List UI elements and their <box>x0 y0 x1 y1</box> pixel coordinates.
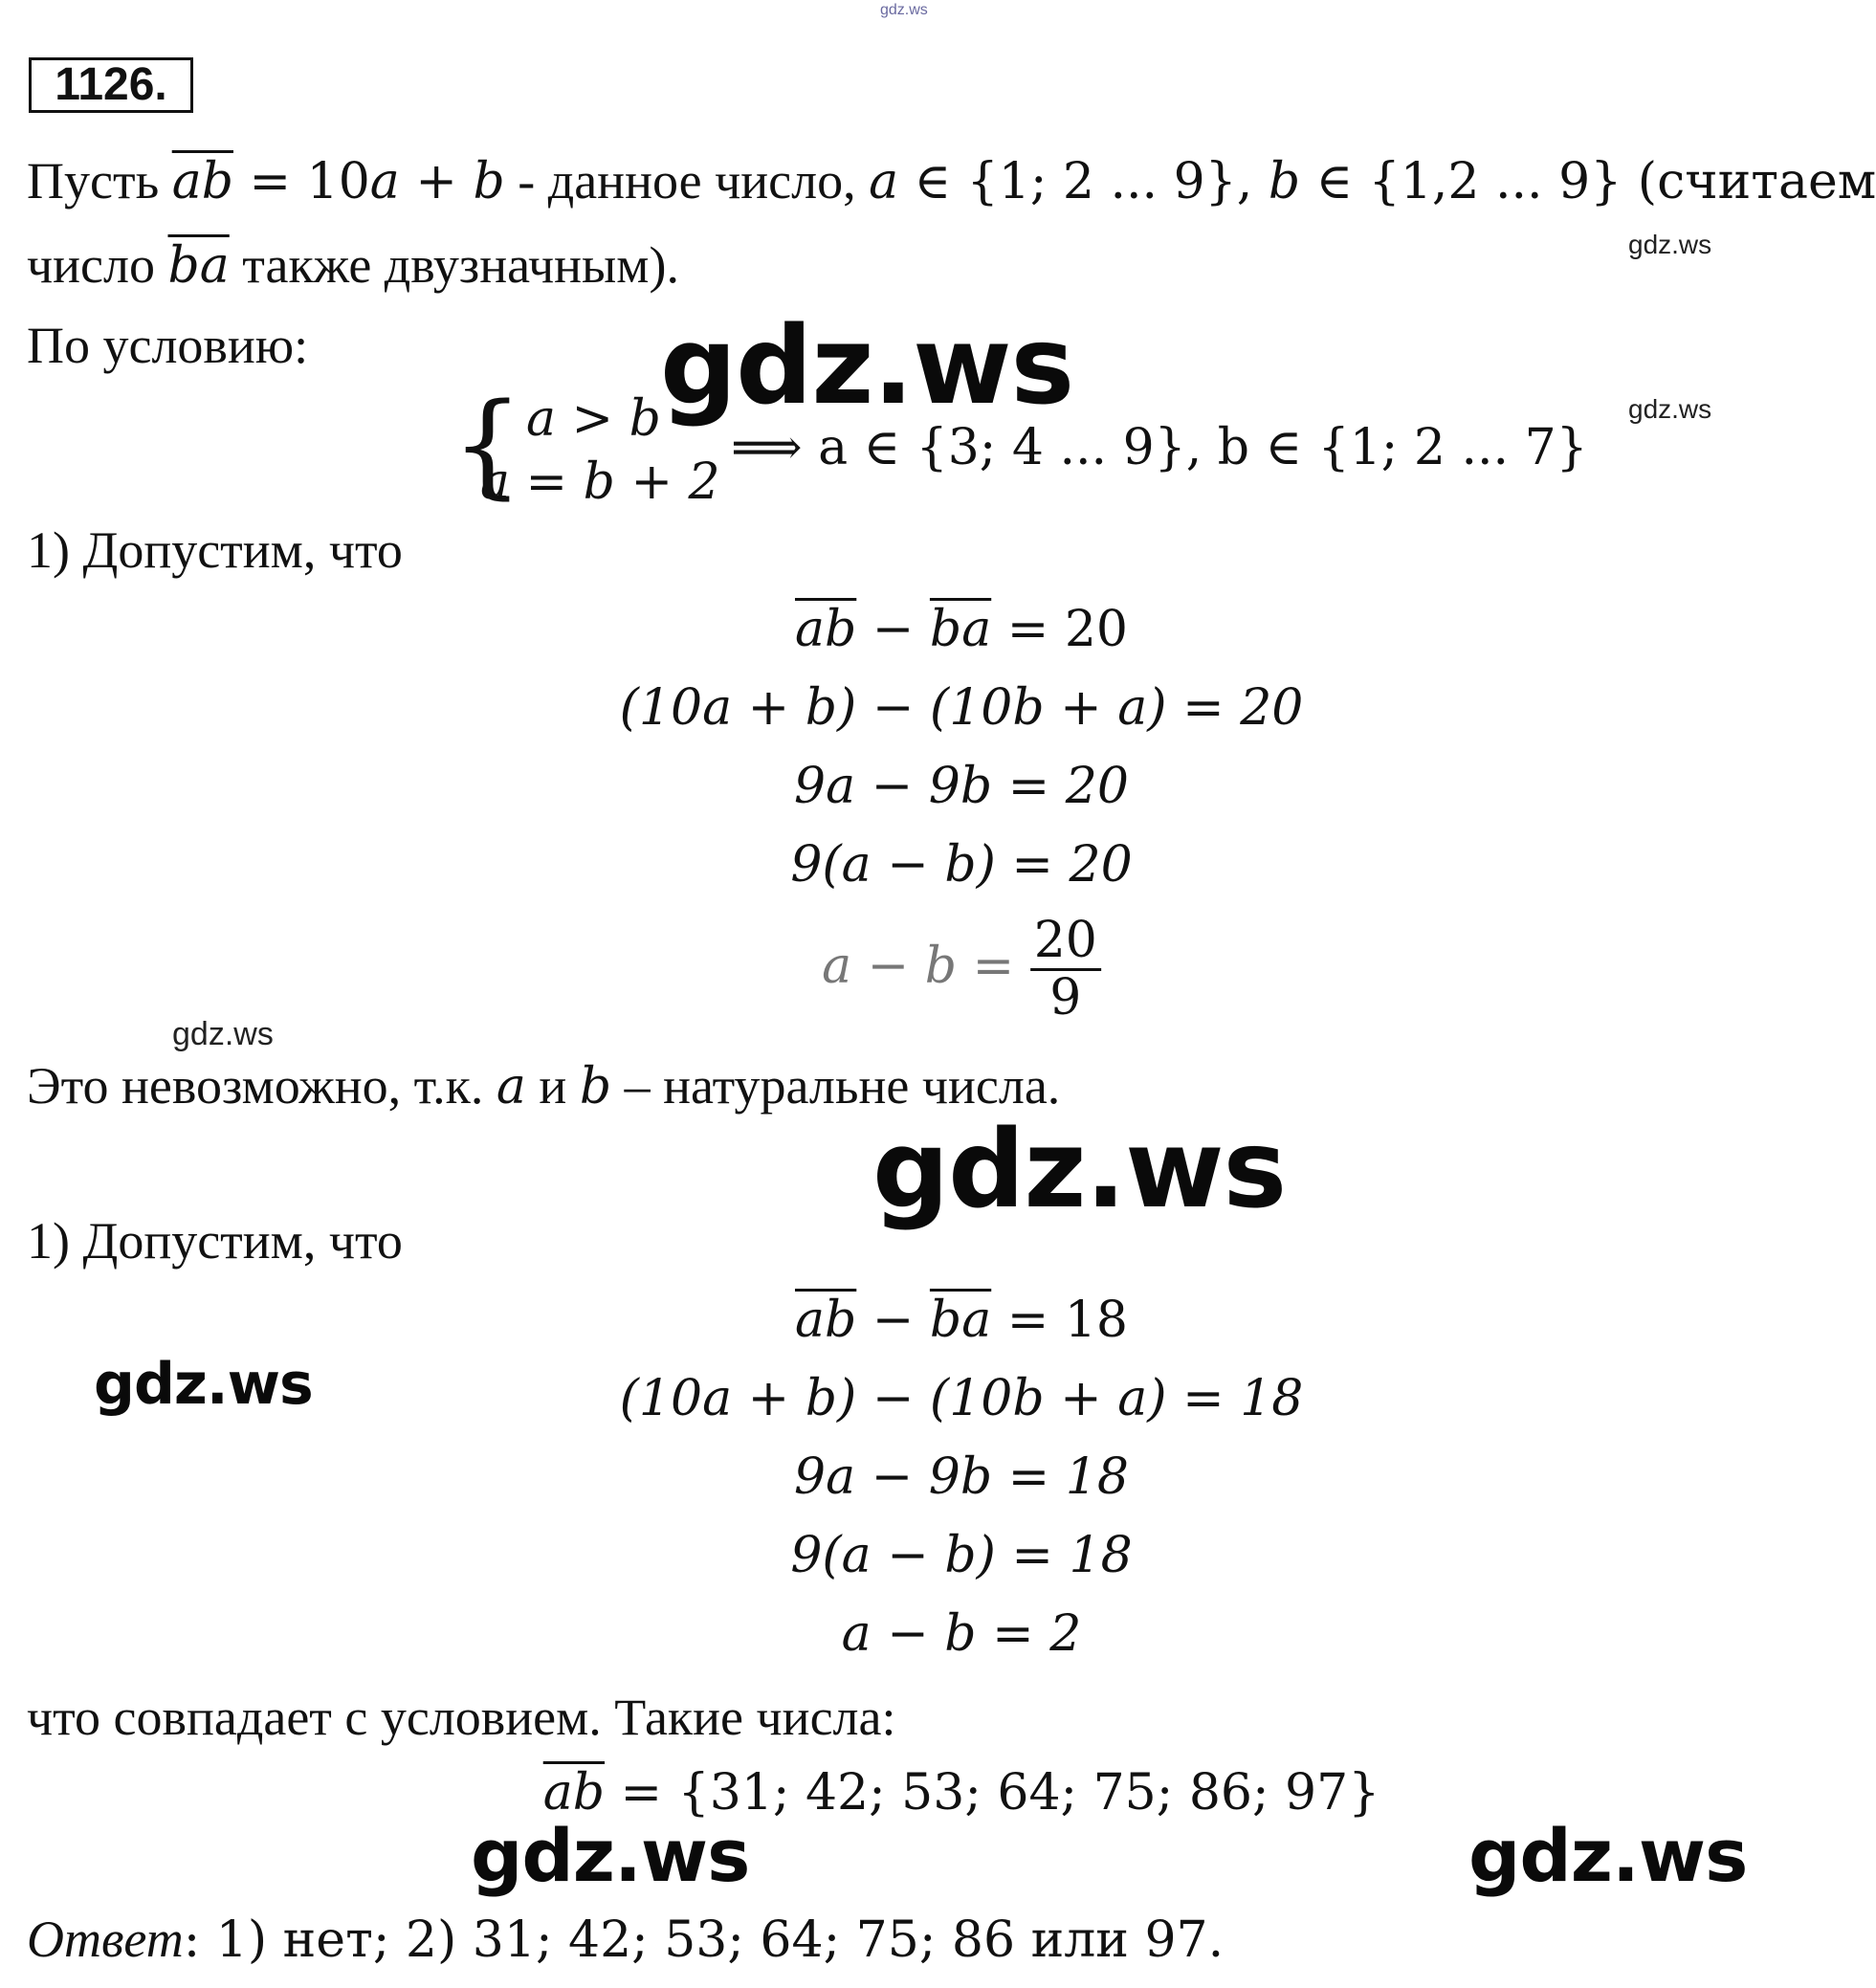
case2-numbers: $\overline{ab} = \{31$; 42; 53; 64; 75; 86; 97} <box>542 1764 1380 1822</box>
watermark-large: gdz.ws <box>872 1108 1287 1232</box>
case1-eq-2: (10a + b) − (10b + a) = 20 <box>619 679 1304 737</box>
watermark-large: gdz.ws <box>1468 1813 1748 1898</box>
watermark-large: gdz.ws <box>660 304 1074 429</box>
case1-eq-1: $\overline{ab} - \overline{ba} = 20$ <box>794 601 1129 658</box>
condition-label: По условию: <box>27 317 309 374</box>
case2-eq-1: $\overline{ab} - \overline{ba} = 18$ <box>794 1292 1129 1349</box>
problem-number: 1126. <box>29 57 193 113</box>
ab-overline: $\overline{ab}$ <box>171 153 233 210</box>
watermark-small: gdz.ws <box>1628 394 1712 424</box>
watermark-large: gdz.ws <box>94 1351 313 1418</box>
answer: Ответ: 1) нет; 2) 31; 42; 53; 64; 75; 86 или 97. <box>27 1911 1225 1969</box>
case2-eq-2: (10a + b) − (10b + a) = 18 <box>619 1370 1304 1427</box>
system-line-1: a > b <box>526 390 661 448</box>
intro-line-2: число $\overline{ba}$ также двузначным). <box>27 236 679 295</box>
system-line-2: a = b + 2 <box>480 453 720 511</box>
case1-label: 1) Допустим, что <box>27 521 403 579</box>
watermark-top: gdz.ws <box>880 2 928 18</box>
watermark-small: gdz.ws <box>1628 230 1712 259</box>
case2-label: 1) Допустим, что <box>27 1212 403 1270</box>
case2-eq-4: 9(a − b) = 18 <box>790 1527 1133 1584</box>
watermark-small: gdz.ws <box>172 1016 274 1052</box>
case1-eq-3: 9a − 9b = 20 <box>794 758 1129 815</box>
case2-conclusion: что совпадает с условием. Такие числа: <box>27 1689 896 1746</box>
answer-label: Ответ <box>27 1911 184 1968</box>
system-brace: { <box>452 378 524 510</box>
fraction: $\frac{20}{9}$ <box>1030 914 1101 1026</box>
case2-eq-5: a − b = 2 <box>841 1605 1082 1663</box>
intro-line-1: Пусть $\overline{ab} = 10a + b$ - данное число, a ∈ {1; 2 ... 9}, b ∈ {1,2 ... 9} (считаем <box>27 152 1876 210</box>
system-result: ⟹ a ∈ {3; 4 ... 9}, b ∈ {1; 2 ... 7} <box>731 419 1588 476</box>
ba-overline: $\overline{ba}$ <box>167 237 230 295</box>
case1-eq-5: a − b = $\frac{20}{9}$ <box>822 914 1101 1026</box>
case1-eq-4: 9(a − b) = 20 <box>790 836 1133 894</box>
case1-conclusion: Это невозможно, т.к. a и b – натуральне числа. <box>27 1057 1061 1115</box>
watermark-large: gdz.ws <box>471 1813 750 1898</box>
case2-eq-3: 9a − 9b = 18 <box>794 1448 1129 1506</box>
